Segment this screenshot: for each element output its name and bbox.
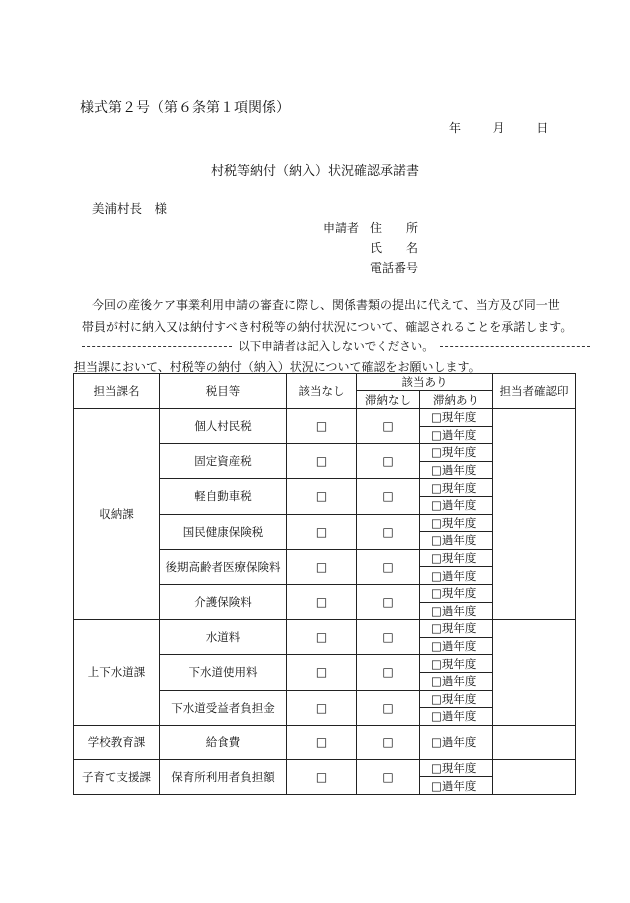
addressee: 美浦村長 様 — [92, 201, 168, 216]
past-year-checkbox[interactable]: □過年度 — [420, 496, 493, 514]
form-number: 様式第２号（第６条第１項関係） — [80, 100, 290, 116]
no-arrears-checkbox[interactable]: □ — [357, 444, 420, 479]
past-year-checkbox[interactable]: □過年度 — [420, 567, 493, 585]
no-arrears-checkbox[interactable]: □ — [357, 620, 420, 655]
not-applicable-checkbox[interactable]: □ — [287, 444, 357, 479]
no-arrears-checkbox[interactable]: □ — [357, 549, 420, 584]
name-label: 氏 名 — [370, 241, 419, 255]
table-row — [74, 620, 576, 638]
document-title: 村税等納付（納入）状況確認承諾書 — [210, 164, 419, 179]
staff-seal-cell[interactable] — [493, 409, 576, 620]
date-month: 月 — [492, 121, 505, 135]
not-applicable-checkbox[interactable]: □ — [287, 725, 357, 759]
not-applicable-checkbox[interactable]: □ — [287, 584, 357, 619]
tax-item-name: 介護保険料 — [160, 584, 287, 619]
table-body — [74, 409, 576, 795]
not-applicable-checkbox[interactable]: □ — [287, 759, 357, 794]
tax-item-name: 給食費 — [160, 725, 287, 759]
phone-label: 電話番号 — [370, 261, 419, 275]
table-row — [74, 725, 576, 759]
past-year-checkbox[interactable]: □過年度 — [420, 461, 493, 479]
no-arrears-checkbox[interactable]: □ — [357, 759, 420, 794]
department-name: 上下水道課 — [74, 620, 160, 726]
date-day: 日 — [536, 121, 549, 135]
current-year-checkbox[interactable]: □現年度 — [420, 655, 493, 673]
tax-item-name: 水道料 — [160, 620, 287, 655]
confirmation-request: 担当課において、村税等の納付（納入）状況について確認をお願いします。 — [74, 360, 481, 374]
not-applicable-checkbox[interactable]: □ — [287, 549, 357, 584]
department-name: 学校教育課 — [74, 725, 160, 759]
current-year-checkbox[interactable]: □現年度 — [420, 549, 493, 567]
table-row — [74, 409, 576, 427]
dashed-line-right — [440, 346, 590, 347]
header-department: 担当課名 — [74, 374, 160, 409]
no-arrears-checkbox[interactable]: □ — [357, 584, 420, 619]
staff-only-notice: 以下申請者は記入しないでください。 — [238, 339, 434, 353]
tax-item-name: 国民健康保険税 — [160, 514, 287, 549]
address-label: 住 所 — [370, 221, 419, 235]
past-year-checkbox[interactable]: □過年度 — [420, 672, 493, 690]
date-line — [449, 119, 548, 136]
not-applicable-checkbox[interactable]: □ — [287, 409, 357, 444]
header-applicable: 該当あり — [357, 374, 493, 391]
dashed-line-left — [82, 346, 232, 347]
tax-item-name: 保育所利用者負担額 — [160, 759, 287, 794]
current-year-checkbox[interactable]: □現年度 — [420, 409, 493, 427]
current-year-checkbox[interactable]: □現年度 — [420, 514, 493, 532]
no-arrears-checkbox[interactable]: □ — [357, 725, 420, 759]
header-arrears: 滞納あり — [420, 391, 493, 409]
header-no-arrears: 滞納なし — [357, 391, 420, 409]
department-name: 子育て支援課 — [74, 759, 160, 794]
tax-item-name: 個人村民税 — [160, 409, 287, 444]
past-year-checkbox[interactable]: □過年度 — [420, 708, 493, 726]
staff-seal-cell[interactable] — [493, 620, 576, 726]
current-year-checkbox[interactable]: □現年度 — [420, 759, 493, 777]
staff-seal-cell[interactable] — [493, 759, 576, 794]
no-arrears-checkbox[interactable]: □ — [357, 690, 420, 725]
date-year: 年 — [449, 121, 462, 135]
department-name: 収納課 — [74, 409, 160, 620]
not-applicable-checkbox[interactable]: □ — [287, 655, 357, 690]
consent-paragraph-line1: 今回の産後ケア事業利用申請の審査に際し、関係書類の提出に代えて、当方及び同一世 — [92, 298, 560, 312]
current-year-checkbox[interactable]: □現年度 — [420, 444, 493, 462]
tax-item-name: 下水道使用料 — [160, 655, 287, 690]
past-year-checkbox[interactable]: □過年度 — [420, 426, 493, 444]
not-applicable-checkbox[interactable]: □ — [287, 620, 357, 655]
past-year-checkbox[interactable]: □過年度 — [420, 725, 493, 759]
no-arrears-checkbox[interactable]: □ — [357, 479, 420, 514]
payment-status-table — [73, 373, 576, 795]
past-year-checkbox[interactable]: □過年度 — [420, 602, 493, 620]
staff-seal-cell[interactable] — [493, 725, 576, 759]
no-arrears-checkbox[interactable]: □ — [357, 409, 420, 444]
header-staff-seal: 担当者確認印 — [493, 374, 576, 409]
current-year-checkbox[interactable]: □現年度 — [420, 620, 493, 638]
tax-item-name: 固定資産税 — [160, 444, 287, 479]
tax-item-name: 軽自動車税 — [160, 479, 287, 514]
header-not-applicable: 該当なし — [287, 374, 357, 409]
no-arrears-checkbox[interactable]: □ — [357, 655, 420, 690]
header-item: 税目等 — [160, 374, 287, 409]
not-applicable-checkbox[interactable]: □ — [287, 479, 357, 514]
current-year-checkbox[interactable]: □現年度 — [420, 690, 493, 708]
consent-paragraph-line2: 帯員が村に納入又は納付すべき村税等の納付状況について、確認されることを承諾します。 — [82, 320, 573, 334]
tax-item-name: 下水道受益者負担金 — [160, 690, 287, 725]
applicant-label: 申請者 — [323, 221, 360, 235]
tax-item-name: 後期高齢者医療保険料 — [160, 549, 287, 584]
past-year-checkbox[interactable]: □過年度 — [420, 532, 493, 550]
current-year-checkbox[interactable]: □現年度 — [420, 479, 493, 497]
no-arrears-checkbox[interactable]: □ — [357, 514, 420, 549]
not-applicable-checkbox[interactable]: □ — [287, 514, 357, 549]
staff-only-divider — [82, 338, 590, 354]
not-applicable-checkbox[interactable]: □ — [287, 690, 357, 725]
past-year-checkbox[interactable]: □過年度 — [420, 777, 493, 795]
table-row — [74, 759, 576, 777]
past-year-checkbox[interactable]: □過年度 — [420, 637, 493, 655]
current-year-checkbox[interactable]: □現年度 — [420, 584, 493, 602]
